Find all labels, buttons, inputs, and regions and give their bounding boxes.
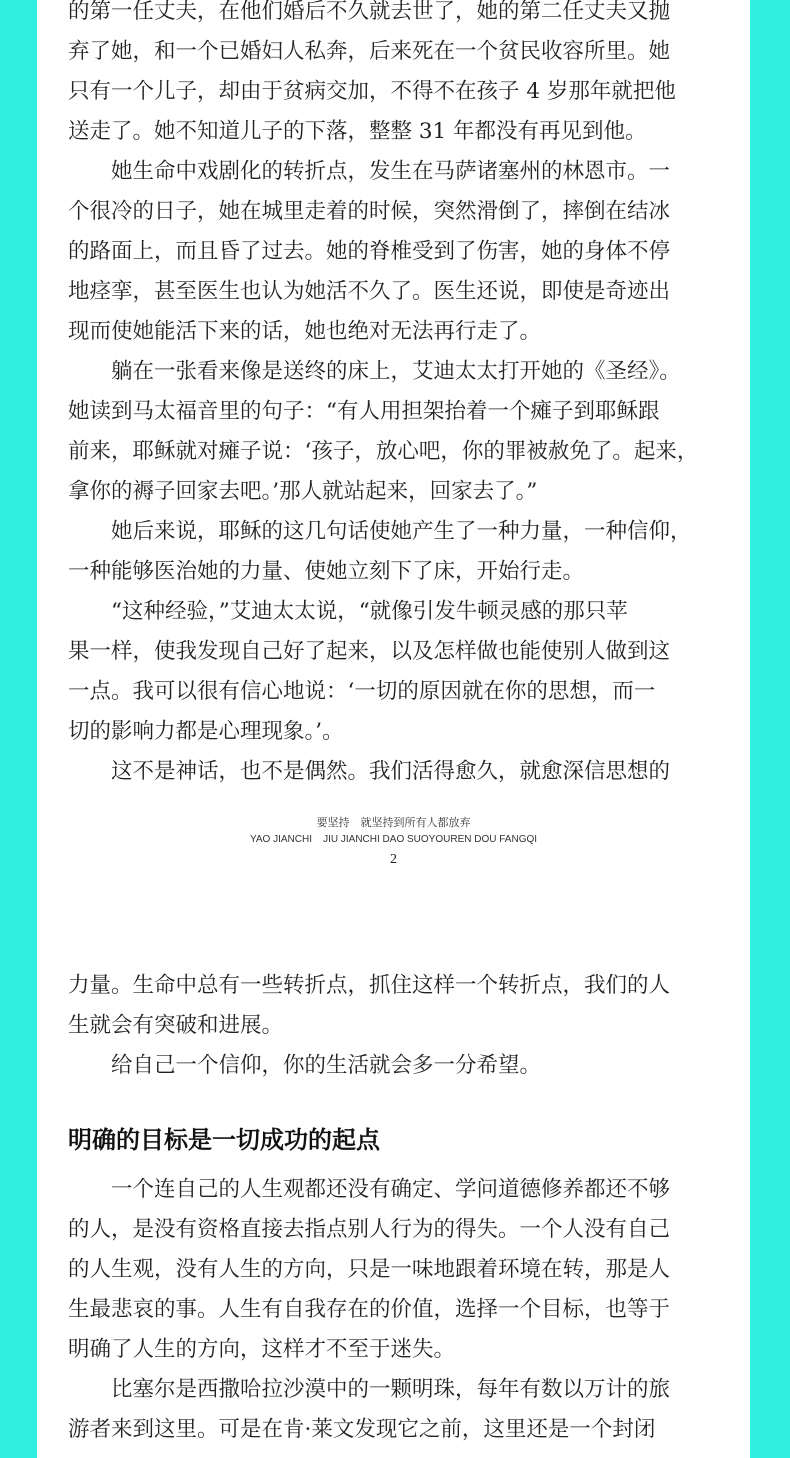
- text-line: 躺在一张看来像是送终的床上，艾迪太太打开她的《圣经》。: [68, 359, 681, 384]
- text-line: 生就会有突破和进展。: [68, 1013, 284, 1038]
- text-line: 一点。我可以很有信心地说：‘一切的原因就在你的思想，而一: [68, 679, 656, 704]
- text-line: 明确了人生的方向，这样才不至于迷失。: [68, 1337, 456, 1362]
- text-line: 的人，是没有资格直接去指点别人行为的得失。一个人没有自己: [68, 1217, 671, 1242]
- text-line: 她读到马太福音里的句子：“有人用担架抬着一个瘫子到耶稣跟: [68, 399, 660, 424]
- text-line: 现而使她能活下来的话，她也绝对无法再行走了。: [68, 319, 542, 344]
- text-line: 游者来到这里。可是在肯·莱文发现它之前，这里还是一个封闭: [68, 1417, 656, 1442]
- text-line: 生最悲哀的事。人生有自我存在的价值，选择一个目标，也等于: [68, 1297, 671, 1322]
- text-line: 送走了。她不知道儿子的下落，整整 31 年都没有再见到他。: [68, 119, 647, 144]
- running-footer-title: 要坚持 就坚持到所有人都放弃: [316, 816, 471, 829]
- text-line: 这不是神话，也不是偶然。我们活得愈久，就愈深信思想的: [68, 759, 671, 784]
- text-line: 弃了她，和一个已婚妇人私奔，后来死在一个贫民收容所里。她: [68, 39, 671, 64]
- text-line: 比塞尔是西撒哈拉沙漠中的一颗明珠，每年有数以万计的旅: [68, 1377, 671, 1402]
- text-line: 拿你的褥子回家去吧。’那人就站起来，回家去了。”: [68, 479, 538, 504]
- section-heading: 明确的目标是一切成功的起点: [68, 1126, 380, 1154]
- text-line: 的路面上，而且昏了过去。她的脊椎受到了伤害，她的身体不停: [68, 239, 671, 264]
- running-footer-pinyin: YAO JIANCHI JIU JIANCHI DAO SUOYOUREN DOU FANGQI: [249, 834, 538, 845]
- text-line: 地痉挛，甚至医生也认为她活不久了。医生还说，即使是奇迹出: [68, 279, 671, 304]
- text-line: 一种能够医治她的力量、使她立刻下了床，开始行走。: [68, 559, 585, 584]
- text-line: 力量。生命中总有一些转折点，抓住这样一个转折点，我们的人: [68, 973, 671, 998]
- text-line: “这种经验，”艾迪太太说，“就像引发牛顿灵感的那只苹: [68, 599, 628, 624]
- text-line: 前来，耶稣就对瘫子说：‘孩子，放心吧，你的罪被赦免了。起来，: [68, 439, 699, 464]
- paragraph-block-top: [68, 0, 728, 792]
- text-line: 果一样，使我发现自己好了起来，以及怎样做也能使别人做到这: [68, 639, 671, 664]
- book-page: [37, 0, 750, 1458]
- text-line: 给自己一个信仰，你的生活就会多一分希望。: [68, 1053, 542, 1078]
- page-number: 2: [390, 852, 397, 867]
- text-line: 她后来说，耶稣的这几句话使她产生了一种力量，一种信仰，: [68, 519, 692, 544]
- paragraph-block-continued: [68, 966, 728, 1086]
- text-line: 的第一任丈夫，在他们婚后不久就去世了，她的第二任丈夫又抛: [68, 0, 671, 24]
- text-line: 一个连自己的人生观都还没有确定、学问道德修养都还不够: [68, 1177, 671, 1202]
- text-line: 只有一个儿子，却由于贫病交加，不得不在孩子 4 岁那年就把他: [68, 79, 676, 104]
- text-line: 的人生观，没有人生的方向，只是一味地跟着环境在转，那是人: [68, 1257, 671, 1282]
- text-line: 切的影响力都是心理现象。’。: [68, 719, 344, 744]
- text-line: 个很冷的日子，她在城里走着的时候，突然滑倒了，摔倒在结冰: [68, 199, 671, 224]
- paragraph-block-section: [68, 1170, 728, 1450]
- text-line: 她生命中戏剧化的转折点，发生在马萨诸塞州的林恩市。一: [68, 159, 671, 184]
